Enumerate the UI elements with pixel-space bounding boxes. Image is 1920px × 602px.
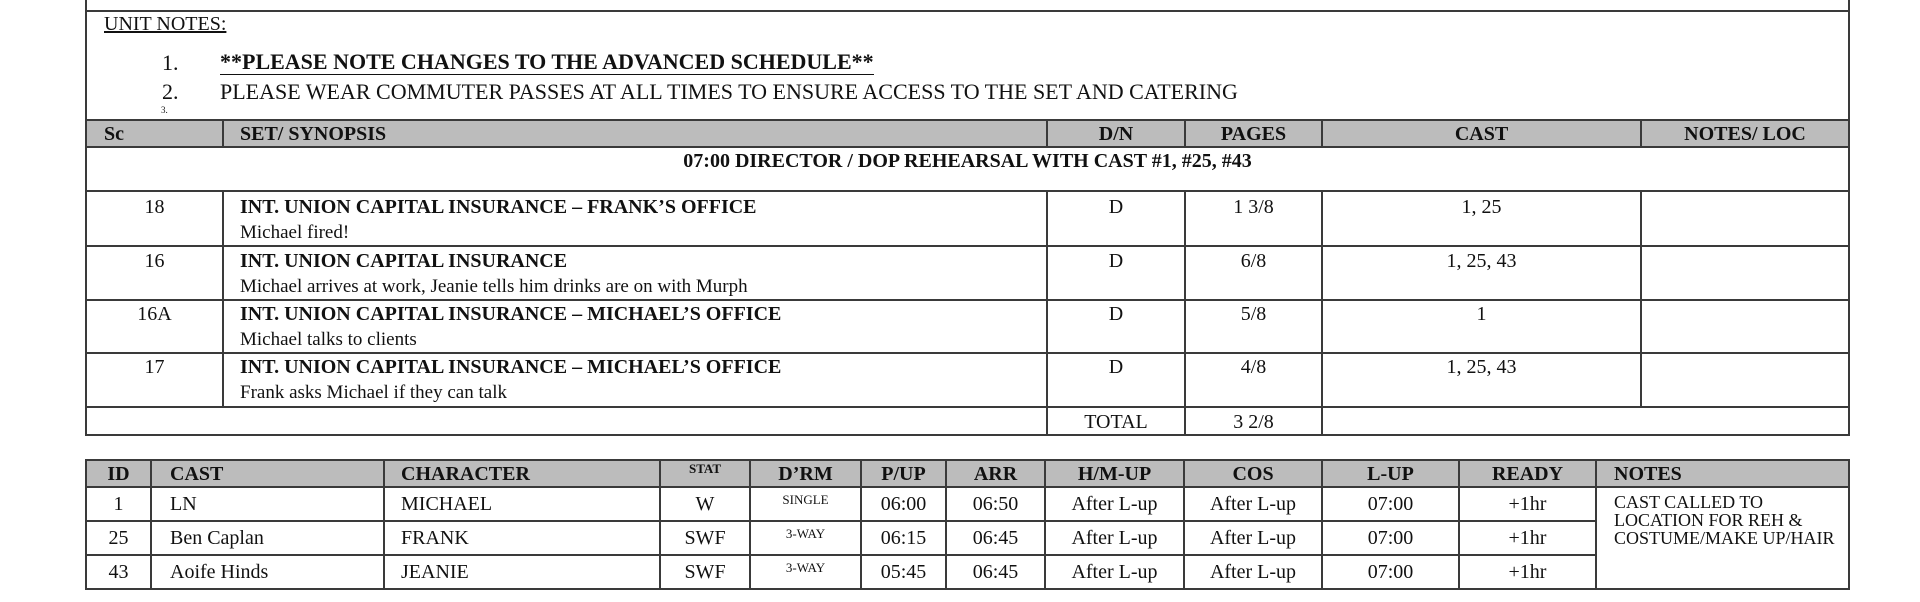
scene-cast: 1 bbox=[1476, 303, 1487, 325]
cast-stat: W bbox=[695, 493, 715, 515]
total-pages: 3 2/8 bbox=[1233, 411, 1274, 433]
unit-note-number-3: 3. bbox=[161, 105, 168, 115]
unit-note-2: PLEASE WEAR COMMUTER PASSES AT ALL TIMES TO ENSURE ACCESS TO THE SET AND CATERING bbox=[220, 79, 1238, 104]
cast-arr: 06:50 bbox=[972, 493, 1019, 515]
scene-cast: 1, 25, 43 bbox=[1446, 356, 1517, 378]
scene-synopsis: Michael arrives at work, Jeanie tells him drinks are on with Murph bbox=[240, 276, 748, 297]
scene-number: 16 bbox=[144, 250, 165, 272]
cast-drm: SINGLE bbox=[782, 492, 829, 507]
header-set-synopsis: SET/ SYNOPSIS bbox=[240, 123, 387, 145]
scene-dn: D bbox=[1108, 196, 1124, 218]
cast-id: 43 bbox=[108, 561, 129, 583]
cast-header-cos: COS bbox=[1232, 463, 1274, 485]
cast-header-ready: READY bbox=[1491, 463, 1564, 485]
cast-pup: 06:15 bbox=[880, 527, 927, 549]
cast-header-cast: CAST bbox=[170, 463, 224, 485]
scene-set: INT. UNION CAPITAL INSURANCE – MICHAEL’S OFFICE bbox=[240, 356, 782, 378]
unit-note-1: **PLEASE NOTE CHANGES TO THE ADVANCED SCHEDULE** bbox=[220, 49, 874, 74]
header-pages: PAGES bbox=[1220, 123, 1287, 145]
cast-character: FRANK bbox=[401, 527, 469, 549]
cast-pup: 06:00 bbox=[880, 493, 927, 515]
cast-header-stat: STAT bbox=[688, 461, 722, 476]
scene-pages: 4/8 bbox=[1240, 356, 1267, 378]
cast-lup: 07:00 bbox=[1367, 561, 1414, 583]
scene-dn: D bbox=[1108, 303, 1124, 325]
scene-number: 16A bbox=[137, 303, 172, 325]
cast-header-drm: D’RM bbox=[778, 463, 833, 485]
unit-note-number-1: 1. bbox=[162, 50, 179, 75]
cast-header-arr: ARR bbox=[973, 463, 1018, 485]
scene-cast: 1, 25 bbox=[1461, 196, 1502, 218]
cast-pup: 05:45 bbox=[880, 561, 927, 583]
cast-arr: 06:45 bbox=[972, 561, 1019, 583]
scene-number: 18 bbox=[144, 196, 165, 218]
scene-pages: 5/8 bbox=[1240, 303, 1267, 325]
cast-cos: After L-up bbox=[1209, 561, 1297, 583]
cast-name: LN bbox=[170, 493, 197, 515]
rehearsal-banner: 07:00 DIRECTOR / DOP REHEARSAL WITH CAST #1, #25, #43 bbox=[683, 150, 1252, 172]
scene-dn: D bbox=[1108, 356, 1124, 378]
cast-character: MICHAEL bbox=[401, 493, 493, 515]
cast-header-hmup: H/M-UP bbox=[1077, 463, 1152, 485]
cast-ready: +1hr bbox=[1508, 493, 1547, 515]
scene-number: 17 bbox=[144, 356, 165, 378]
unit-notes-heading: UNIT NOTES: bbox=[104, 13, 227, 35]
cast-ready: +1hr bbox=[1508, 561, 1547, 583]
scene-set: INT. UNION CAPITAL INSURANCE – MICHAEL’S OFFICE bbox=[240, 303, 782, 325]
scene-set: INT. UNION CAPITAL INSURANCE bbox=[240, 250, 568, 272]
cast-id: 25 bbox=[108, 527, 129, 549]
total-label: TOTAL bbox=[1084, 411, 1148, 433]
cast-drm: 3-WAY bbox=[785, 526, 826, 541]
unit-note-number-2: 2. bbox=[162, 79, 179, 104]
scene-set: INT. UNION CAPITAL INSURANCE – FRANK’S OFFICE bbox=[240, 196, 757, 218]
cast-hmup: After L-up bbox=[1071, 527, 1158, 549]
cast-hmup: After L-up bbox=[1071, 561, 1158, 583]
cast-cos: After L-up bbox=[1209, 493, 1297, 515]
cast-id: 1 bbox=[113, 493, 124, 515]
scene-synopsis: Michael talks to clients bbox=[240, 329, 417, 350]
cast-arr: 06:45 bbox=[972, 527, 1019, 549]
cast-lup: 07:00 bbox=[1367, 493, 1414, 515]
cast-lup: 07:00 bbox=[1367, 527, 1414, 549]
cast-ready: +1hr bbox=[1508, 527, 1547, 549]
header-dn: D/N bbox=[1098, 123, 1134, 145]
cast-header-character: CHARACTER bbox=[401, 463, 530, 485]
cast-notes: CAST CALLED TO LOCATION FOR REH & COSTUME/MAKE UP/HAIR bbox=[1614, 492, 1835, 548]
scene-cast: 1, 25, 43 bbox=[1446, 250, 1517, 272]
cast-character: JEANIE bbox=[401, 561, 469, 583]
cast-header-pup: P/UP bbox=[881, 463, 926, 485]
header-cast: CAST bbox=[1454, 123, 1509, 145]
header-notes-loc: NOTES/ LOC bbox=[1684, 123, 1806, 145]
cast-header-id: ID bbox=[107, 463, 130, 485]
cast-stat: SWF bbox=[684, 527, 726, 549]
cast-cos: After L-up bbox=[1209, 527, 1297, 549]
cast-stat: SWF bbox=[684, 561, 726, 583]
cast-name: Ben Caplan bbox=[170, 527, 264, 549]
cast-drm: 3-WAY bbox=[785, 560, 826, 575]
scene-dn: D bbox=[1108, 250, 1124, 272]
scene-pages: 6/8 bbox=[1240, 250, 1267, 272]
cast-header-lup: L-UP bbox=[1367, 463, 1414, 485]
cast-header-notes: NOTES bbox=[1614, 463, 1682, 485]
header-sc: Sc bbox=[104, 123, 124, 145]
scene-pages: 1 3/8 bbox=[1233, 196, 1274, 218]
cast-hmup: After L-up bbox=[1071, 493, 1158, 515]
scene-synopsis: Michael fired! bbox=[240, 222, 350, 243]
cast-name: Aoife Hinds bbox=[170, 561, 269, 583]
scene-synopsis: Frank asks Michael if they can talk bbox=[240, 382, 507, 403]
